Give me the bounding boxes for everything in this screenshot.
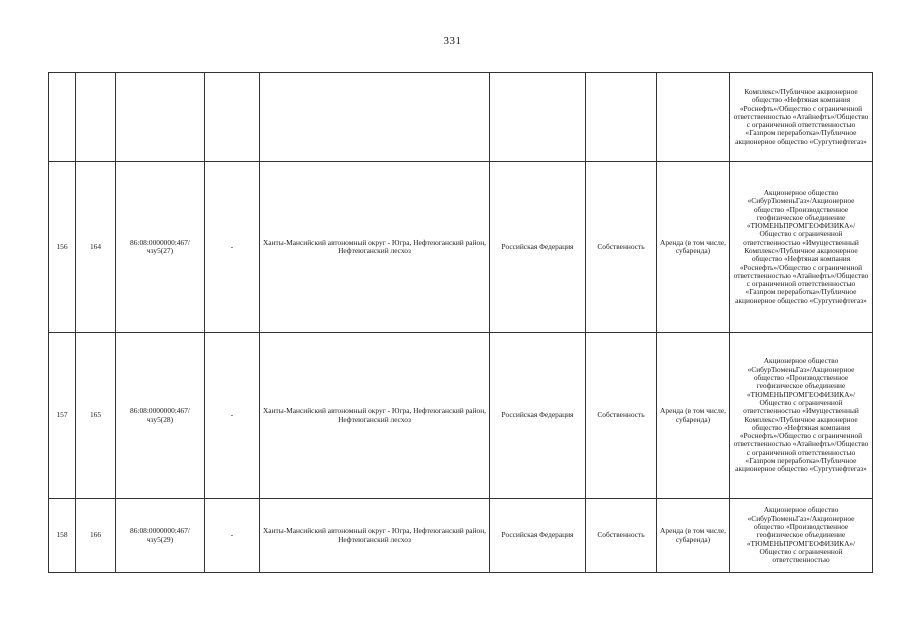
cell-plot-no: 164 — [76, 162, 116, 333]
cell-area: - — [205, 333, 260, 499]
cell-owner — [490, 73, 586, 162]
cell-owner: Российская Федерация — [490, 333, 586, 499]
cell-location: Ханты-Мансийский автономный округ - Югра, Нефтеюганский район, Нефтеюганский лесхоз — [260, 333, 490, 499]
cell-location: Ханты-Мансийский автономный округ - Югра, Нефтеюганский район, Нефтеюганский лесхоз — [260, 162, 490, 333]
cell-right-type: Собственность — [586, 499, 657, 573]
cell-encumbrance: Аренда (в том числе, субаренда) — [657, 162, 730, 333]
cell-right-type: Собственность — [586, 333, 657, 499]
page-number: 331 — [443, 35, 462, 47]
cell-encumbrance — [657, 73, 730, 162]
cell-cadastral: 86:08:0000000:467/чзу5(29) — [116, 499, 205, 573]
cell-cadastral — [116, 73, 205, 162]
cell-no: 156 — [49, 162, 76, 333]
cell-right-type: Собственность — [586, 162, 657, 333]
cell-owner: Российская Федерация — [490, 162, 586, 333]
cell-area — [205, 73, 260, 162]
cell-owner: Российская Федерация — [490, 499, 586, 573]
cell-rightholders: Акционерное общество «СибурТюменьГаз»/Акционерное общество «Производственное геофизическое объединение «ТЮМЕНЬПРОМГЕОФИЗИКА»/Общество с ограниченной ответственностью — [730, 499, 873, 573]
cell-rightholders: Комплекс»/Публичное акционерное общество «Нефтяная компания «Роснефть»/Общество с ограниченной ответственностью «Атайнефть»/Общество с ограниченной ответственностью «Газпром переработка»/Публичное акционерное общество «Сургутнефтегаз» — [730, 73, 873, 162]
cell-cadastral: 86:08:0000000:467/чзу5(28) — [116, 333, 205, 499]
cell-no: 158 — [49, 499, 76, 573]
cell-rightholders: Акционерное общество «СибурТюменьГаз»/Акционерное общество «Производственное геофизическое объединение «ТЮМЕНЬПРОМГЕОФИЗИКА»/Общество с ограниченной ответственностью «Имущественный Комплекс»/Публичное акционерное общество «Нефтяная компания «Роснефть»/Общество с ограниченной ответственностью «Атайнефть»/Общество с ограниченной ответственностью «Газпром переработка»/Публичное акционерное общество «Сургутнефтегаз» — [730, 162, 873, 333]
table-row — [49, 333, 873, 499]
cell-area: - — [205, 162, 260, 333]
cell-rightholders: Акционерное общество «СибурТюменьГаз»/Акционерное общество «Производственное геофизическое объединение «ТЮМЕНЬПРОМГЕОФИЗИКА»/Общество с ограниченной ответственностью «Имущественный Комплекс»/Публичное акционерное общество «Нефтяная компания «Роснефть»/Общество с ограниченной ответственностью «Атайнефть»/Общество с ограниченной ответственностью «Газпром переработка»/Публичное акционерное общество «Сургутнефтегаз» — [730, 333, 873, 499]
cell-plot-no: 166 — [76, 499, 116, 573]
cell-plot-no — [76, 73, 116, 162]
cell-no: 157 — [49, 333, 76, 499]
cell-no — [49, 73, 76, 162]
cell-plot-no: 165 — [76, 333, 116, 499]
cell-area: - — [205, 499, 260, 573]
cell-location — [260, 73, 490, 162]
table-row — [49, 499, 873, 573]
table-row-continuation — [49, 73, 873, 162]
cell-cadastral: 86:08:0000000:467/чзу5(27) — [116, 162, 205, 333]
land-plots-table — [48, 72, 873, 573]
cell-right-type — [586, 73, 657, 162]
cell-location: Ханты-Мансийский автономный округ - Югра, Нефтеюганский район, Нефтеюганский лесхоз — [260, 499, 490, 573]
cell-encumbrance: Аренда (в том числе, субаренда) — [657, 499, 730, 573]
cell-encumbrance: Аренда (в том числе, субаренда) — [657, 333, 730, 499]
table-row — [49, 162, 873, 333]
